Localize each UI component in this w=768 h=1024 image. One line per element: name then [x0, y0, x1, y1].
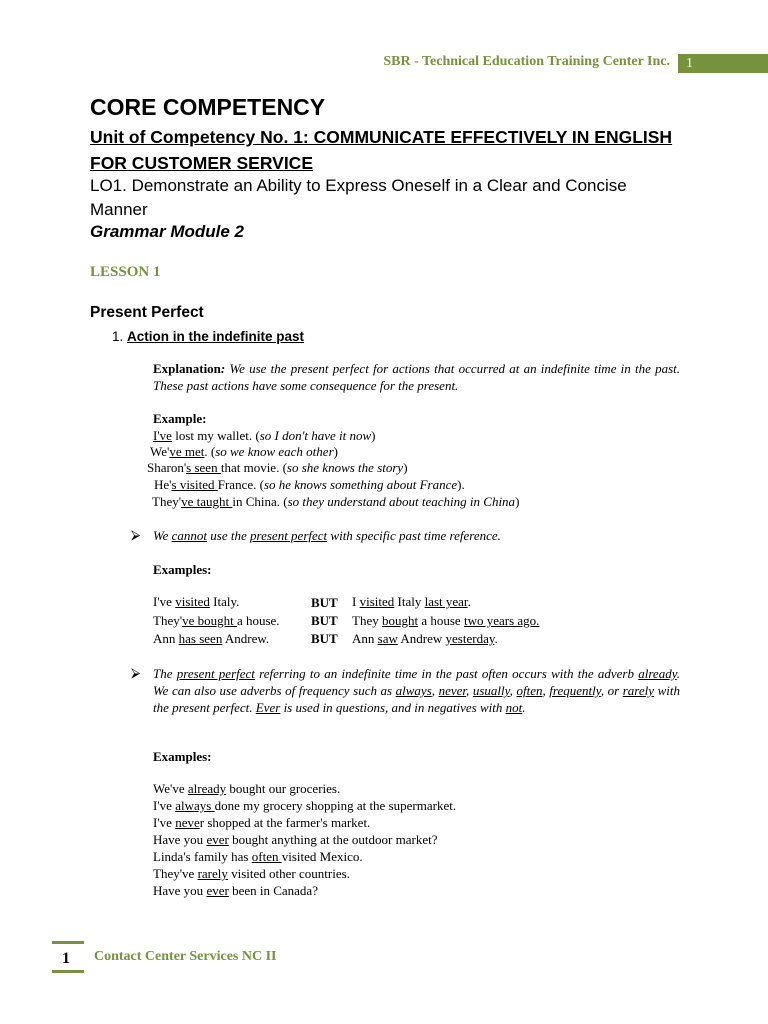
example-line: We've met. (so we know each other) — [150, 444, 338, 459]
comparison-right: I visited Italy last year. — [352, 594, 471, 609]
header-page-box: 1 — [678, 54, 768, 73]
example-line: Sharon's seen that movie. (so she knows the story) — [147, 460, 408, 475]
example-line: I've lost my wallet. (so I don't have it now) — [153, 428, 376, 443]
comparison-but: BUT — [311, 631, 338, 646]
header-org: SBR - Technical Education Training Center Inc. — [383, 54, 670, 69]
comparison-left: I've visited Italy. — [153, 594, 240, 609]
module-title: Grammar Module 2 — [90, 222, 244, 241]
learning-outcome: LO1. Demonstrate an Ability to Express Oneself in a Clear and Concise Manner — [90, 176, 627, 219]
footer-text: Contact Center Services NC II — [94, 949, 277, 964]
example-line: They've taught in China. (so they understand about teaching in China) — [152, 494, 520, 509]
section-label: Action in the indefinite past — [127, 329, 305, 344]
examples-label: Examples: — [153, 749, 212, 764]
topic-heading: Present Perfect — [90, 304, 204, 321]
footer-page-number: 1 — [62, 950, 70, 967]
comparison-right: Ann saw Andrew yesterday. — [352, 631, 498, 646]
example-line: I've always done my grocery shopping at the supermarket. — [153, 798, 457, 813]
comparison-left: They've bought a house. — [153, 613, 280, 628]
comparison-left: Ann has seen Andrew. — [153, 631, 270, 646]
bullet-text: The present perfect referring to an indefinite time in the past often occurs with the adverb already. We can also use adverbs of frequency such as always, never, usually, often, frequently, or rarely with the present perfect. Ever is used in questions, and in negatives with not. — [153, 666, 681, 715]
unit-of-competency: Unit of Competency No. 1: COMMUNICATE EFFECTIVELY IN ENGLISH FOR CUSTOMER SERVICE — [90, 127, 673, 173]
explanation-label: Explanation — [153, 361, 221, 376]
section-number: 1. — [112, 329, 124, 344]
comparison-but: BUT — [311, 613, 338, 628]
lesson-heading: LESSON 1 — [90, 264, 161, 280]
examples-label: Examples: — [153, 562, 212, 577]
section-heading — [112, 329, 304, 344]
example-line: We've already bought our groceries. — [153, 781, 341, 796]
explanation-block: Explanation: We use the present perfect for actions that occurred at an indefinite time in the past. These past actions have some consequence for the present. — [153, 361, 681, 393]
footer-rule-bottom — [52, 970, 84, 973]
comparison-but: BUT — [311, 595, 338, 610]
bullet-text: We cannot use the present perfect with specific past time reference. — [153, 528, 501, 543]
arrow-bullet-icon: ⮚ — [131, 665, 141, 680]
example-line: They've rarely visited other countries. — [153, 866, 350, 881]
arrow-bullet-icon: ⮚ — [131, 527, 141, 542]
example-line: Have you ever been in Canada? — [153, 883, 318, 898]
example-line: I've never shopped at the farmer's market. — [153, 815, 371, 830]
page-title: CORE COMPETENCY — [90, 94, 326, 120]
example-line: Linda's family has often visited Mexico. — [153, 849, 363, 864]
example-label: Example: — [153, 411, 207, 426]
comparison-right: They bought a house two years ago. — [352, 613, 540, 628]
example-line: Have you ever bought anything at the outdoor market? — [153, 832, 438, 847]
explanation-text: We use the present perfect for actions that occurred at an indefinite time in the past. These past actions have some consequence for the present. — [153, 361, 681, 393]
example-line: He's visited France. (so he knows something about France). — [154, 477, 465, 492]
footer-rule-top — [52, 941, 84, 944]
